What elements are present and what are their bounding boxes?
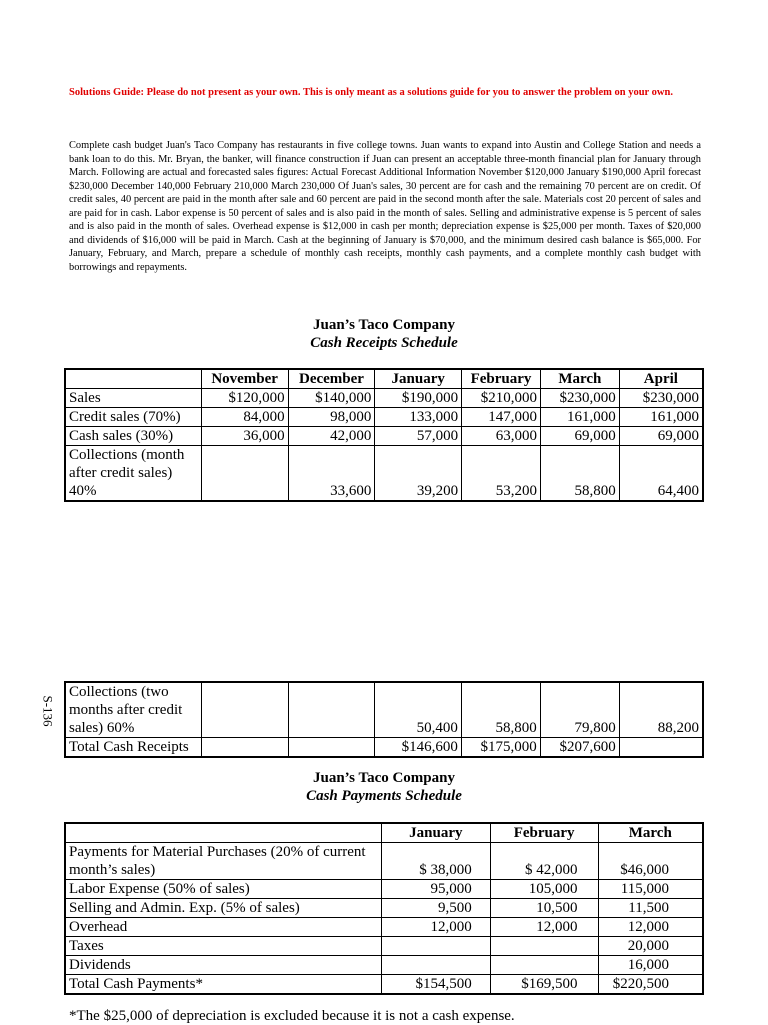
table-cell: 39,200 xyxy=(375,446,462,502)
table-row xyxy=(65,918,703,937)
table-row xyxy=(65,956,703,975)
table-row xyxy=(65,880,703,899)
table-cell: $154,500 xyxy=(381,975,490,995)
table-cell xyxy=(490,937,598,956)
payments-header-row xyxy=(65,823,703,843)
table-row xyxy=(65,682,703,738)
table-cell: 33,600 xyxy=(288,446,375,502)
table-cell: $120,000 xyxy=(201,389,288,408)
table-cell: $175,000 xyxy=(461,738,540,758)
table-cell: 12,000 xyxy=(598,918,703,937)
table-cell xyxy=(490,956,598,975)
table-cell: 58,800 xyxy=(540,446,619,502)
payments-title: Cash Payments Schedule xyxy=(306,788,462,804)
table-cell: 12,000 xyxy=(381,918,490,937)
table-cell: 69,000 xyxy=(540,427,619,446)
table-cell: 147,000 xyxy=(462,408,541,427)
table-cell: 88,200 xyxy=(619,682,703,738)
table-cell: 53,200 xyxy=(462,446,541,502)
table-cell: $230,000 xyxy=(540,389,619,408)
problem-statement: Complete cash budget Juan's Taco Company has restaurants in five college towns. Juan wants to expand into Austin and College Station and needs a bank loan to do this. Mr. Bryan, the banker, will finance construction if Juan can present an acceptable three-month financial plan for January through March. Following are actual and forecasted sales figures: Actual Forecast Additional Information November $120,000 January $190,000 April forecast $230,000 December 140,000 February 210,000 March 230,000 Of Juan's sales, 30 percent are for cash and the remaining 70 percent are on credit. Of credit sales, 40 percent are paid in the month after sale and 60 percent are paid in the second month after the sale. Materials cost 20 percent of sales and are paid for in cash. Labor expense is 50 percent of sales and is also paid in the month of sales. Selling and administrative expense is 5 percent of sales and is also paid in the month of sales. Overhead expense is $12,000 in cash per month; depreciation expense is $25,000 per month. Taxes of $20,000 and dividends of $16,000 will be paid in March. Cash at the beginning of January is $70,000, and the minimum desired cash balance is $65,000. For January, February, and March, prepare a schedule of monthly cash receipts, monthly cash payments, and a complete monthly cash budget with borrowings and repayments. xyxy=(69,140,701,273)
solutions-notice: Solutions Guide: Please do not present as your own. This is only meant as a solutions guide for you to answer the problem on your own. xyxy=(69,87,673,98)
table-cell: 10,500 xyxy=(490,899,598,918)
table-cell: 20,000 xyxy=(598,937,703,956)
table-cell xyxy=(619,738,703,758)
table-row xyxy=(65,937,703,956)
table-cell: $207,600 xyxy=(540,738,619,758)
table-cell xyxy=(381,956,490,975)
row-label: Payments for Material Purchases (20% of current month’s sales) xyxy=(65,843,381,880)
page-number: S-136 xyxy=(41,695,56,727)
row-label: Selling and Admin. Exp. (5% of sales) xyxy=(65,899,381,918)
table-cell: 64,400 xyxy=(619,446,703,502)
table-cell: 95,000 xyxy=(381,880,490,899)
row-label: Taxes xyxy=(65,937,381,956)
table-cell xyxy=(201,446,288,502)
table-cell: $220,500 xyxy=(598,975,703,995)
table-cell: $210,000 xyxy=(462,389,541,408)
table-cell: 161,000 xyxy=(619,408,703,427)
row-label: Dividends xyxy=(65,956,381,975)
table-cell: 133,000 xyxy=(375,408,462,427)
col-header-march: March xyxy=(540,369,619,389)
row-label: Sales xyxy=(65,389,201,408)
row-label: Labor Expense (50% of sales) xyxy=(65,880,381,899)
row-label: Collections (two months after credit sales) 60% xyxy=(65,682,202,738)
row-label: Total Cash Payments* xyxy=(65,975,381,995)
col-header-february: February xyxy=(462,369,541,389)
receipts-title: Cash Receipts Schedule xyxy=(310,335,458,351)
table-row xyxy=(65,975,703,995)
table-cell: 115,000 xyxy=(598,880,703,899)
col-header-march: March xyxy=(598,823,703,843)
row-label: Collections (month after credit sales) 40% xyxy=(65,446,201,502)
col-header-november: November xyxy=(201,369,288,389)
depreciation-footnote: *The $25,000 of depreciation is excluded because it is not a cash expense. xyxy=(69,1008,515,1024)
table-cell: 57,000 xyxy=(375,427,462,446)
table-cell: 161,000 xyxy=(540,408,619,427)
receipts-corner-cell xyxy=(65,369,201,389)
table-row xyxy=(65,446,703,502)
table-cell xyxy=(288,682,374,738)
table-cell: 84,000 xyxy=(201,408,288,427)
receipts-company-name: Juan’s Taco Company xyxy=(313,317,455,333)
table-row xyxy=(65,843,703,880)
table-cell: $ 38,000 xyxy=(381,843,490,880)
table-cell: $169,500 xyxy=(490,975,598,995)
table-cell: 12,000 xyxy=(490,918,598,937)
table-cell xyxy=(202,738,288,758)
cash-receipts-table-continued xyxy=(64,681,704,758)
table-cell: 16,000 xyxy=(598,956,703,975)
table-cell xyxy=(381,937,490,956)
table-cell xyxy=(202,682,288,738)
col-header-january: January xyxy=(375,369,462,389)
payments-header xyxy=(0,769,768,805)
table-cell: 98,000 xyxy=(288,408,375,427)
table-cell: 105,000 xyxy=(490,880,598,899)
table-row xyxy=(65,427,703,446)
table-cell: 36,000 xyxy=(201,427,288,446)
row-label: Cash sales (30%) xyxy=(65,427,201,446)
col-header-april: April xyxy=(619,369,703,389)
receipts-header-row xyxy=(65,369,703,389)
table-cell: $190,000 xyxy=(375,389,462,408)
table-row xyxy=(65,738,703,758)
payments-corner-cell xyxy=(65,823,381,843)
table-cell: 69,000 xyxy=(619,427,703,446)
table-row xyxy=(65,389,703,408)
table-cell: $140,000 xyxy=(288,389,375,408)
row-label: Total Cash Receipts xyxy=(65,738,202,758)
table-cell: 50,400 xyxy=(375,682,462,738)
cash-receipts-table xyxy=(64,368,704,502)
table-cell: 42,000 xyxy=(288,427,375,446)
table-cell: 79,800 xyxy=(540,682,619,738)
col-header-january: January xyxy=(381,823,490,843)
receipts-header xyxy=(0,316,768,352)
table-cell xyxy=(288,738,374,758)
table-row xyxy=(65,899,703,918)
col-header-december: December xyxy=(288,369,375,389)
table-cell: $ 42,000 xyxy=(490,843,598,880)
table-cell: 58,800 xyxy=(461,682,540,738)
table-cell: 63,000 xyxy=(462,427,541,446)
table-cell: $230,000 xyxy=(619,389,703,408)
table-row xyxy=(65,408,703,427)
payments-company-name: Juan’s Taco Company xyxy=(313,770,455,786)
col-header-february: February xyxy=(490,823,598,843)
row-label: Credit sales (70%) xyxy=(65,408,201,427)
row-label: Overhead xyxy=(65,918,381,937)
cash-payments-table xyxy=(64,822,704,995)
table-cell: $146,600 xyxy=(375,738,462,758)
table-cell: 9,500 xyxy=(381,899,490,918)
table-cell: $46,000 xyxy=(598,843,703,880)
table-cell: 11,500 xyxy=(598,899,703,918)
